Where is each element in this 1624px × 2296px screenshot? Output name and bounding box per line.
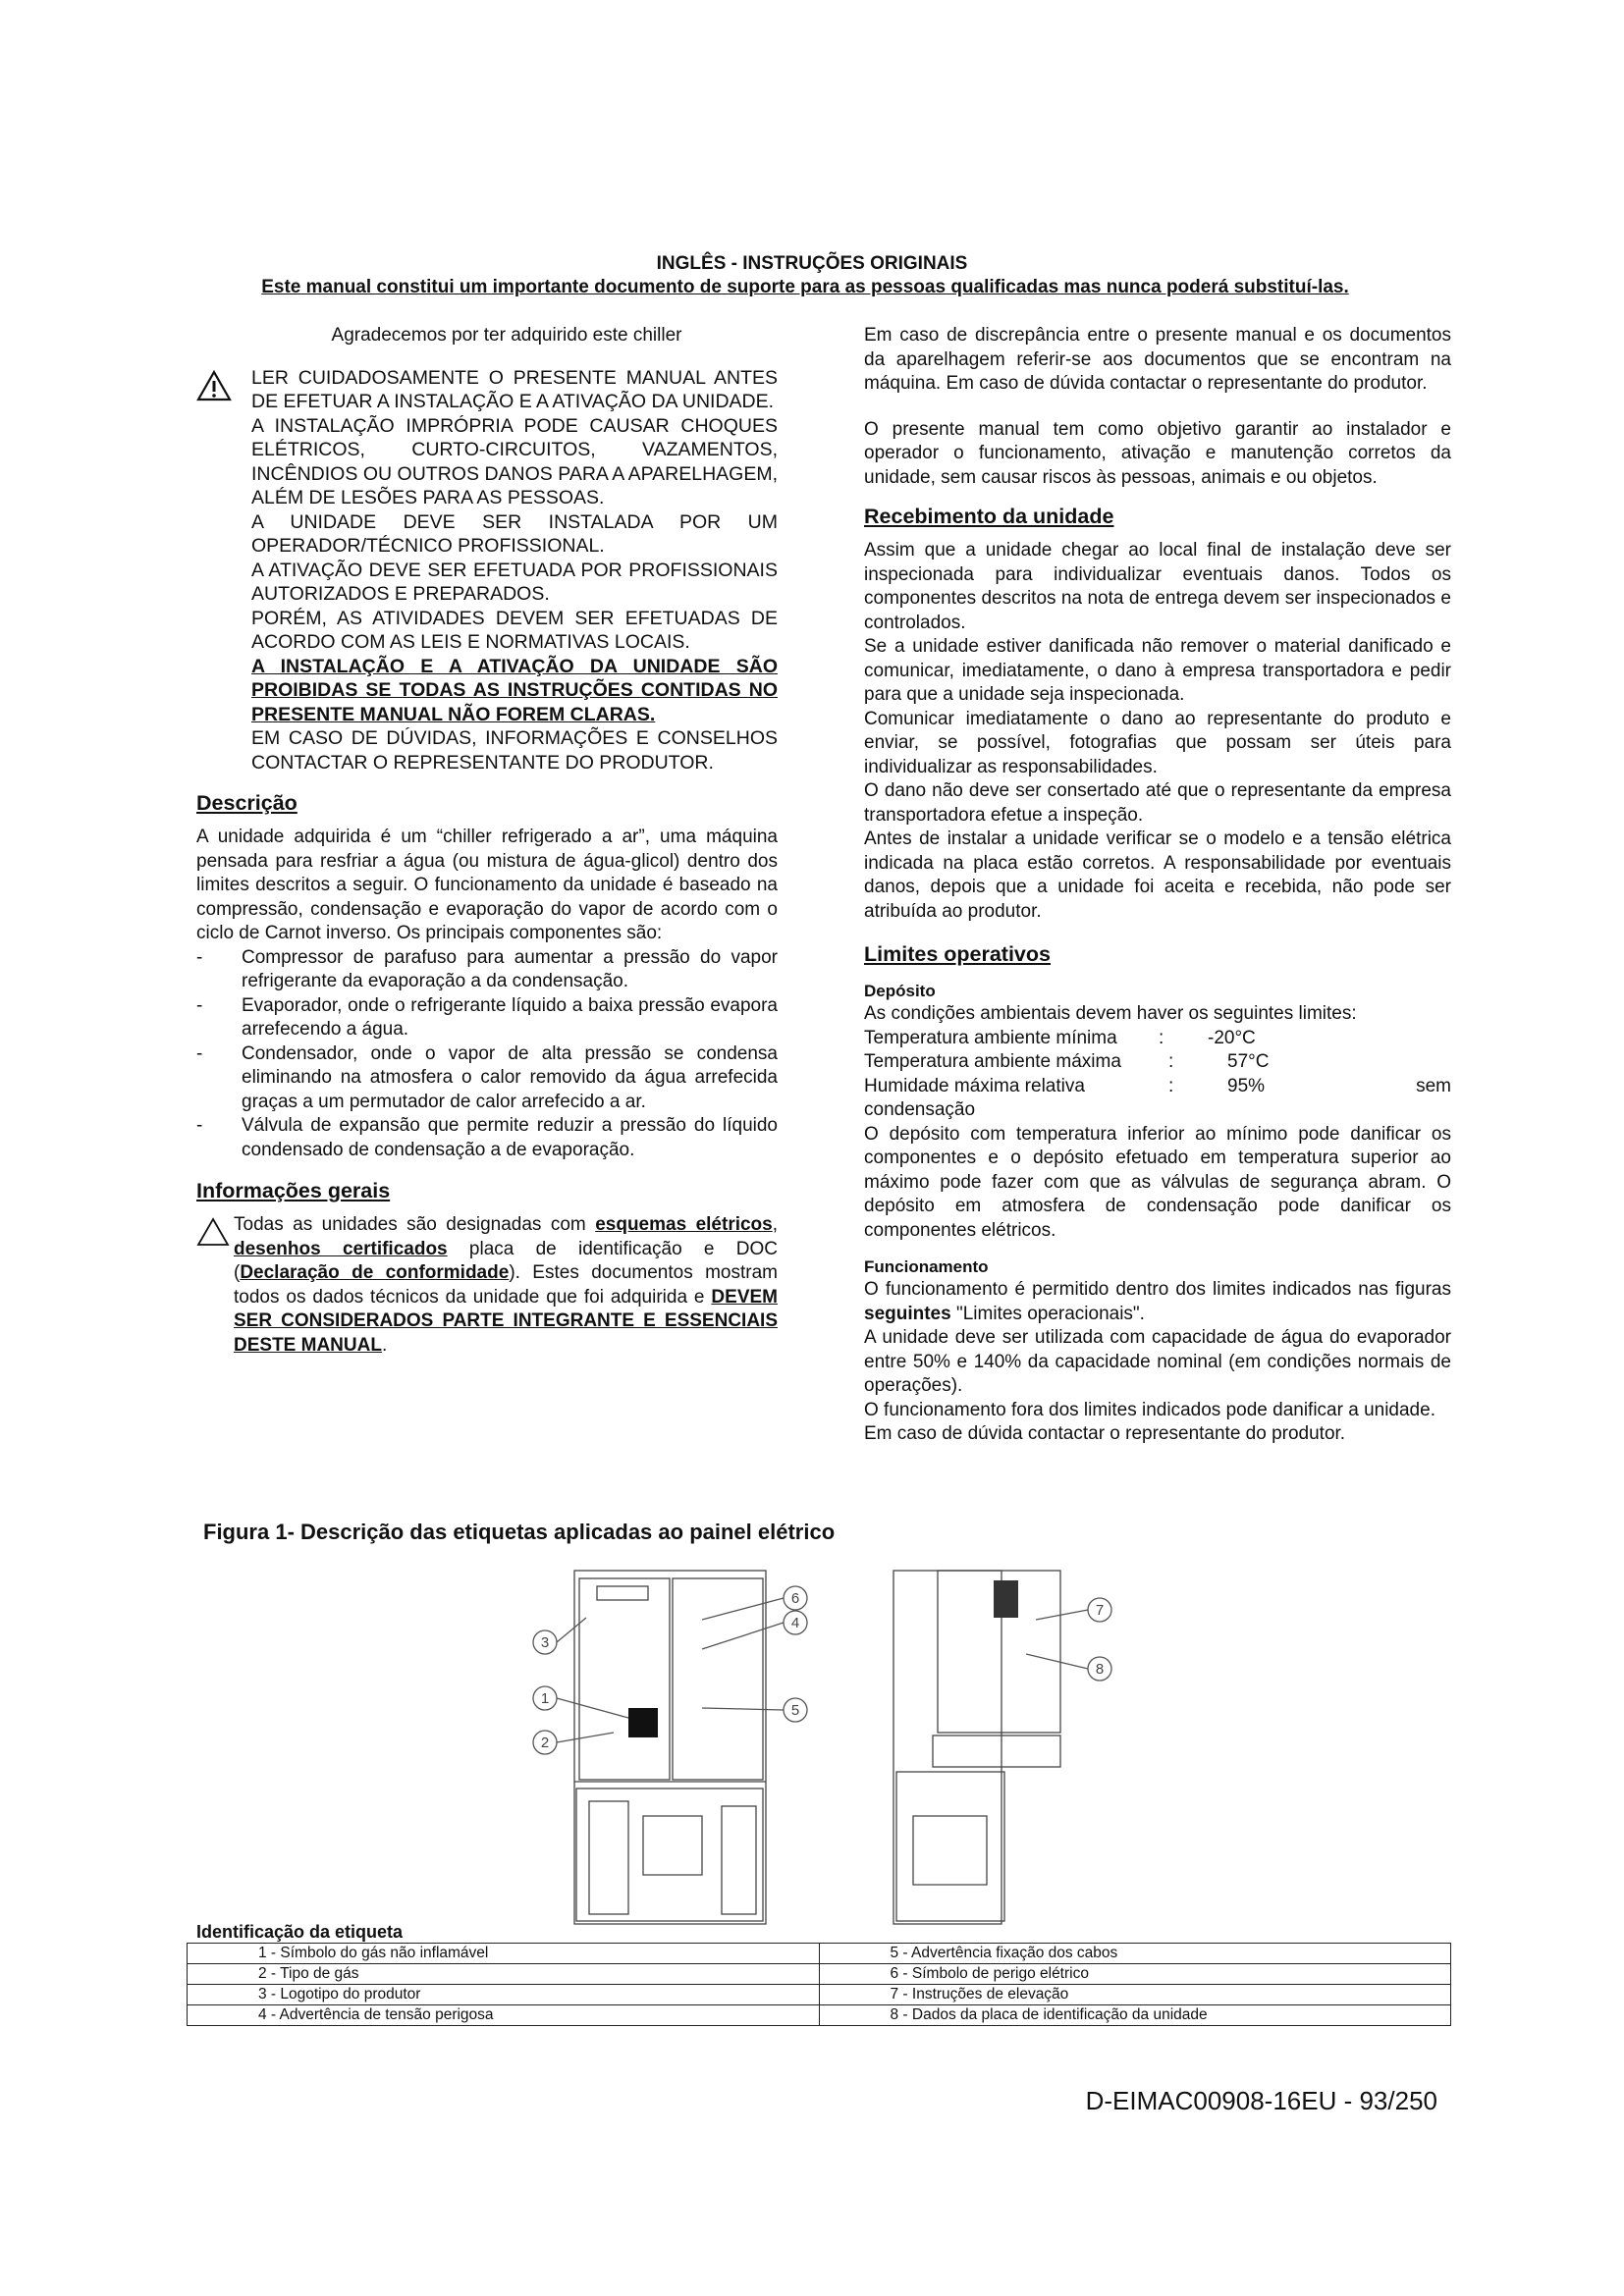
general-info-heading: Informações gerais bbox=[196, 1179, 391, 1202]
unit-drawing bbox=[525, 1561, 1134, 1934]
warning-icon bbox=[196, 370, 232, 401]
gas-label-symbol bbox=[628, 1708, 658, 1737]
operation-text-4: Em caso de dúvida contactar o representante do produtor. bbox=[864, 1423, 1346, 1444]
component-item: - Compressor de parafuso para aumentar a pressão do vapor refrigerante da evaporação a da condensação. bbox=[196, 946, 778, 991]
operation-text-3: O funcionamento fora dos limites indicados pode danificar a unidade. bbox=[864, 1399, 1435, 1420]
table-row: 2 - Tipo de gás 6 - Símbolo de perigo elétrico bbox=[188, 1964, 1451, 1985]
warning-contact: EM CASO DE DÚVIDAS, INFORMAÇÕES E CONSELHOS CONTACTAR O REPRESENTANTE DO PRODUTOR. bbox=[251, 727, 778, 774]
warning-icon bbox=[196, 1217, 230, 1247]
warning-block bbox=[196, 366, 778, 775]
component-item: - Evaporador, onde o refrigerante líquido a baixa pressão evapora arrefecendo a água. bbox=[196, 994, 778, 1040]
warning-prohibited: A INSTALAÇÃO E A ATIVAÇÃO DA UNIDADE SÃO PROIBIDAS SE TODAS AS INSTRUÇÕES CONTIDAS NO PRESENTE MANUAL NÃO FOREM CLARAS. bbox=[251, 655, 778, 725]
figure-title: Figura 1- Descrição das etiquetas aplicadas ao painel elétrico bbox=[203, 1520, 836, 1544]
table-row: 1 - Símbolo do gás não inflamável 5 - Advertência fixação dos cabos bbox=[188, 1944, 1451, 1964]
page-footer: D-EIMAC00908-16EU - 93/250 bbox=[1085, 2086, 1437, 2115]
receiving-para-2: Se a unidade estiver danificada não remover o material danificado e comunicar, imediatamente, o dano à empresa transportadora e pedir para que a unidade seja inspecionada. bbox=[864, 636, 1451, 705]
general-info-block bbox=[196, 1213, 778, 1358]
labels-table bbox=[187, 1943, 1451, 2026]
warning-line-3: A UNIDADE DEVE SER INSTALADA POR UM OPERADOR/TÉCNICO PROFISSIONAL. bbox=[251, 510, 778, 557]
document-notice: Este manual constitui um importante documento de suporte para as pessoas qualificadas mas nunca poderá substituí-las. bbox=[261, 277, 1349, 297]
receiving-para-3: Comunicar imediatamente o dano ao representante do produto e enviar, se possível, fotografias que possam ser úteis para individualizar as responsabilidades. bbox=[864, 708, 1451, 777]
limit-row: Humidade máxima relativa : 95% sem bbox=[864, 1075, 1451, 1096]
limits-heading: Limites operativos bbox=[864, 942, 1051, 966]
general-info-text: Todas as unidades são designadas com esquemas elétricos, desenhos certificados placa de identificação e DOC (Declaração de conformidade). Estes documentos mostram todos os dados técnicos da unidade que foi adquirida e DEVEM SER CONSIDERADOS PARTE INTEGRANTE E ESSENCIAIS DESTE MANUAL. bbox=[234, 1214, 779, 1356]
deposit-text: O depósito com temperatura inferior ao mínimo pode danificar os componentes e o depósito efetuado em temperatura superior ao máximo pode fazer com que as válvulas de segurança abram. O depósito em atmosfera de condensação pode danificar os componentes elétricos. bbox=[864, 1123, 1451, 1241]
humidity-continuation: condensação bbox=[864, 1099, 976, 1120]
receiving-para-4: O dano não deve ser consertado até que o representante da empresa transportadora efetue a inspeção. bbox=[864, 780, 1451, 826]
warning-line-2: A INSTALAÇÃO IMPRÓPRIA PODE CAUSAR CHOQUES ELÉTRICOS, CURTO-CIRCUITOS, VAZAMENTOS, INCÊNDIOS OU OUTROS DANOS PARA A APARELHAGEM, ALÉM DE LESÕES PARA AS PESSOAS. bbox=[251, 414, 778, 508]
purpose-text: O presente manual tem como objetivo garantir ao instalador e operador o funcionamento, ativação e manutenção corretos da unidade, sem causar riscos às pessoas, animais e ou objetos. bbox=[864, 418, 1451, 488]
warning-line-1: LER CUIDADOSAMENTE O PRESENTE MANUAL ANTES DE EFETUAR A INSTALAÇÃO E A ATIVAÇÃO DA UNIDADE. bbox=[251, 366, 778, 412]
operation-heading: Funcionamento bbox=[864, 1257, 989, 1276]
description-text: A unidade adquirida é um “chiller refrigerado a ar”, uma máquina pensada para resfriar a água (ou mistura de água-glicol) dentro dos limites descritos a seguir. O funcionamento da unidade é baseado na compressão, condensação e evaporação do vapor de acordo com o ciclo de Carnot inverso. Os principais componentes são: bbox=[196, 827, 778, 943]
warning-line-4: A ATIVAÇÃO DEVE SER EFETUADA POR PROFISSIONAIS AUTORIZADOS E PREPARADOS. bbox=[251, 559, 778, 605]
receiving-heading: Recebimento da unidade bbox=[864, 505, 1114, 528]
receiving-para-1: Assim que a unidade chegar ao local final de instalação deve ser inspecionada para individualizar eventuais danos. Todos os componentes descritos na nota de entrega devem ser inspecionados e controlados. bbox=[864, 540, 1451, 633]
callout-8: 8 bbox=[1095, 1661, 1105, 1678]
labels-heading: Identificação da etiqueta bbox=[196, 1922, 404, 1942]
document-title: INGLÊS - INSTRUÇÕES ORIGINAIS bbox=[656, 253, 968, 274]
deposit-heading: Depósito bbox=[864, 982, 936, 1000]
callout-5: 5 bbox=[790, 1702, 800, 1719]
callout-1: 1 bbox=[540, 1690, 550, 1707]
left-column bbox=[196, 324, 778, 1358]
description-heading: Descrição bbox=[196, 791, 298, 815]
callout-3: 3 bbox=[540, 1634, 550, 1651]
warning-line-5: PORÉM, AS ATIVIDADES DEVEM SER EFETUADAS DE ACORDO COM AS LEIS E NORMATIVAS LOCAIS. bbox=[251, 607, 778, 653]
component-item: - Válvula de expansão que permite reduzir a pressão do líquido condensado de condensação a de evaporação. bbox=[196, 1115, 778, 1160]
table-row: 3 - Logotipo do produtor 7 - Instruções de elevação bbox=[188, 1985, 1451, 2005]
callout-6: 6 bbox=[790, 1590, 800, 1607]
callout-7: 7 bbox=[1095, 1602, 1105, 1619]
discrepancy-text: Em caso de discrepância entre o presente manual e os documentos da aparelhagem referir-se aos documentos que se encontram na máquina. Em caso de dúvida contactar o representante do produtor. bbox=[864, 325, 1451, 394]
deposit-intro: As condições ambientais devem haver os seguintes limites: bbox=[864, 1003, 1357, 1024]
limit-row: Temperatura ambiente mínima : -20°C bbox=[864, 1027, 1256, 1048]
operation-text-1: O funcionamento é permitido dentro dos limites indicados nas figuras seguintes "Limites operacionais". bbox=[864, 1279, 1451, 1324]
callout-4: 4 bbox=[790, 1615, 800, 1631]
receiving-para-5: Antes de instalar a unidade verificar se o modelo e a tensão elétrica indicada na placa estão corretos. A responsabilidade por eventuais danos, depois que a unidade foi aceita e recebida, não pode ser atribuída ao produtor. bbox=[864, 828, 1451, 922]
table-row: 4 - Advertência de tensão perigosa 8 - Dados da placa de identificação da unidade bbox=[188, 2005, 1451, 2026]
right-column bbox=[864, 324, 1451, 1447]
callout-2: 2 bbox=[540, 1735, 550, 1751]
thanks-text: Agradecemos por ter adquirido este chiller bbox=[331, 325, 682, 346]
limit-row: Temperatura ambiente máxima : 57°C bbox=[864, 1051, 1270, 1072]
component-item: - Condensador, onde o vapor de alta pressão se condensa eliminando na atmosfera o calor removido da água arrefecida graças a um permutador de calor arrefecido a ar. bbox=[196, 1042, 778, 1112]
operation-text-2: A unidade deve ser utilizada com capacidade de água do evaporador entre 50% e 140% da capacidade nominal (em condições normais de operações). bbox=[864, 1327, 1451, 1396]
